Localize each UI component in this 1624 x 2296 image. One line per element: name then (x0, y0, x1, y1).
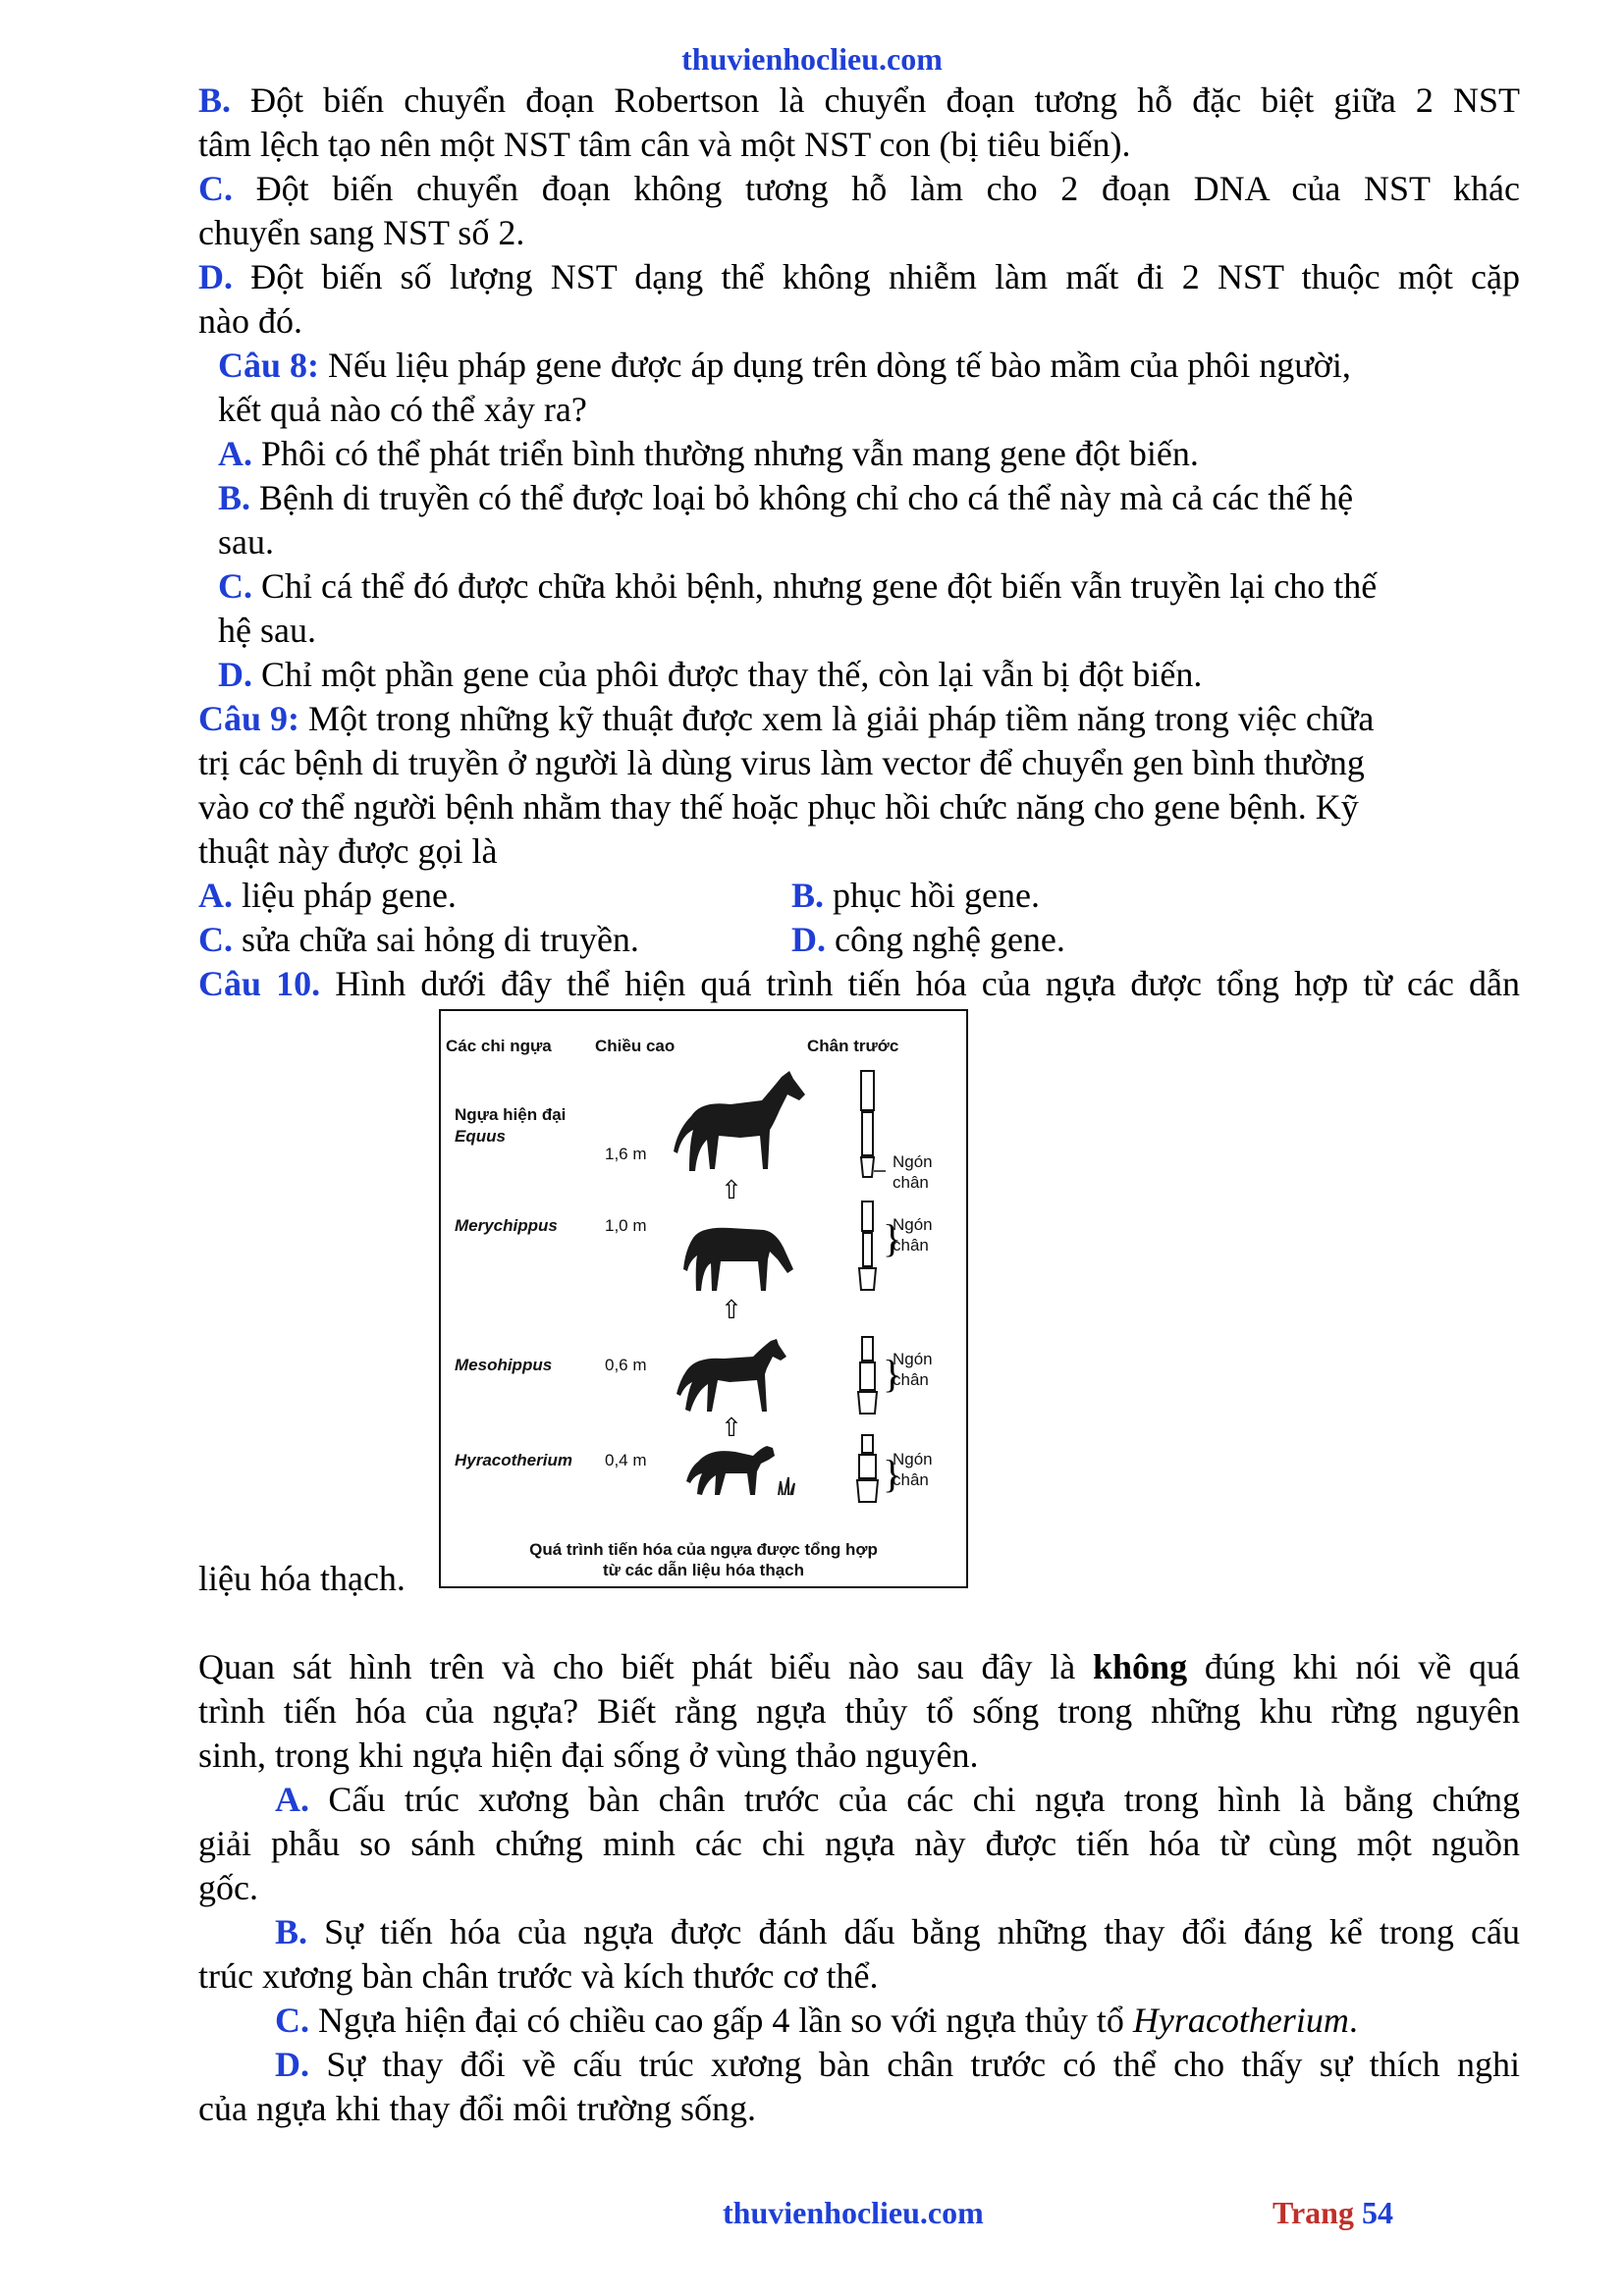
q10-question-line3: sinh, trong khi ngựa hiện đại sống ở vùng thảo nguyên. (198, 1735, 979, 1775)
figure-header-forelimb: Chân trước (807, 1037, 899, 1055)
row-merychippus-name: Merychippus (455, 1216, 558, 1235)
merychippus-toe-brace-icon: } (883, 1216, 902, 1260)
q9-stem-line2: trị các bệnh di truyền ở người là dùng virus làm vector để chuyển gen bình thường (198, 743, 1365, 782)
q10-question-line1: Quan sát hình trên và cho biết phát biểu nào sau đây là không đúng khi nói về quá (198, 1647, 1520, 1686)
hyracotherium-forelimb-icon (848, 1433, 888, 1507)
footer-site[interactable]: thuvienhoclieu.com (723, 2195, 984, 2230)
q8-option-a: A. Phôi có thể phát triển bình thường nhưng vẫn mang gene đột biến. (218, 434, 1199, 473)
row-hyracotherium-height: 0,4 m (605, 1451, 647, 1469)
figure-caption-line1: Quá trình tiến hóa của ngựa được tổng hợp (529, 1540, 878, 1559)
q8-option-b-line2: sau. (218, 522, 274, 561)
row-equus-toe-label-1: Ngón (893, 1152, 933, 1171)
q8-option-c-line1: C. Chỉ cá thể đó được chữa khỏi bệnh, nhưng gene đột biến vẫn truyền lại cho thế (218, 566, 1378, 606)
figure-caption-line2: từ các dẫn liệu hóa thạch (602, 1561, 805, 1579)
q10-stem-line2: liệu hóa thạch. (198, 1559, 406, 1598)
merychippus-horse-icon (681, 1212, 799, 1296)
q8-option-b-line1: B. Bệnh di truyền có thể được loại bỏ không chỉ cho cá thể này mà cả các thế hệ (218, 478, 1354, 517)
q10-stem-line1: Câu 10. Hình dưới đây thể hiện quá trình tiến hóa của ngựa được tổng hợp từ các dẫn (198, 964, 1520, 1003)
row-hyracotherium-name: Hyracotherium (455, 1451, 572, 1469)
q10-option-a-line2: giải phẫu so sánh chứng minh các chi ngựa này được tiến hóa từ cùng một nguồn (198, 1824, 1520, 1863)
q9-stem-line4: thuật này được gọi là (198, 831, 498, 871)
row-hyracotherium-toe-label-1: Ngón (893, 1450, 933, 1468)
q10-option-d-line2: của ngựa khi thay đổi môi trường sống. (198, 2089, 756, 2128)
figure-header-height: Chiều cao (595, 1037, 676, 1055)
merychippus-forelimb-icon (848, 1198, 888, 1296)
hyracotherium-icon (684, 1438, 802, 1502)
prev-option-b-line2: tâm lệch tạo nên một NST tâm cân và một NST con (bị tiêu biến). (198, 125, 1131, 164)
row-equus-name: Ngựa hiện đại (455, 1105, 567, 1124)
q10-question-line2: trình tiến hóa của ngựa? Biết rằng ngựa thủy tổ sống trong những khu rừng nguyên (198, 1691, 1520, 1731)
footer-page-number: Trang 54 (1272, 2195, 1393, 2230)
q10-option-b-line2: trúc xương bàn chân trước và kích thước cơ thể. (198, 1956, 879, 1996)
q8-stem-line2: kết quả nào có thể xảy ra? (218, 390, 587, 429)
mesohippus-horse-icon (675, 1335, 792, 1418)
mesohippus-forelimb-icon (848, 1335, 888, 1418)
row-mesohippus-toe-label-1: Ngón (893, 1350, 933, 1368)
q10-option-c: C. Ngựa hiện đại có chiều cao gấp 4 lần so với ngựa thủy tổ Hyracotherium. (275, 2001, 1358, 2040)
row-equus-genus: Equus (455, 1127, 506, 1146)
q10-option-d-line1: D. Sự thay đổi về cấu trúc xương bàn chân trước có thể cho thấy sự thích nghi (275, 2045, 1521, 2084)
q8-option-d: D. Chỉ một phần gene của phôi được thay thế, còn lại vẫn bị đột biến. (218, 655, 1203, 694)
arrow-up-icon-3: ⇧ (721, 1414, 742, 1443)
equus-horse-icon (672, 1065, 809, 1183)
row-merychippus-height: 1,0 m (605, 1216, 647, 1235)
row-mesohippus-name: Mesohippus (455, 1356, 553, 1374)
horse-evolution-figure (439, 1009, 968, 1588)
mesohippus-toe-brace-icon: } (883, 1352, 902, 1396)
prev-option-b-line1: B. Đột biến chuyển đoạn Robertson là chuyển đoạn tương hỗ đặc biệt giữa 2 NST (198, 80, 1520, 120)
arrow-up-icon-2: ⇧ (721, 1296, 742, 1325)
prev-option-c-line1: C. Đột biến chuyển đoạn không tương hỗ làm cho 2 đoạn DNA của NST khác (198, 169, 1520, 208)
prev-option-d-line1: D. Đột biến số lượng NST dạng thể không nhiễm làm mất đi 2 NST thuộc một cặp (198, 257, 1521, 296)
q9-option-d: D. công nghệ gene. (791, 920, 1065, 959)
row-mesohippus-toe-label-2: chân (893, 1370, 929, 1389)
row-mesohippus-height: 0,6 m (605, 1356, 647, 1374)
hyracotherium-toe-brace-icon: } (883, 1452, 902, 1496)
prev-option-d-line2: nào đó. (198, 301, 302, 341)
figure-header-genera: Các chi ngựa (446, 1037, 552, 1055)
row-hyracotherium-toe-label-2: chân (893, 1470, 929, 1489)
q9-option-b: B. phục hồi gene. (791, 876, 1040, 915)
q8-stem-line1: Câu 8: Nếu liệu pháp gene được áp dụng trên dòng tế bào mầm của phôi người, (218, 346, 1351, 385)
q9-option-a: A. liệu pháp gene. (198, 876, 457, 915)
row-equus-toe-label-2: chân (893, 1173, 929, 1192)
row-merychippus-toe-label-1: Ngón (893, 1215, 933, 1234)
header-site[interactable]: thuvienhoclieu.com (681, 41, 943, 77)
prev-option-c-line2: chuyển sang NST số 2. (198, 213, 525, 252)
equus-forelimb-icon (848, 1065, 888, 1183)
row-equus-height: 1,6 m (605, 1145, 647, 1163)
q9-stem-line1: Câu 9: Một trong những kỹ thuật được xem là giải pháp tiềm năng trong việc chữa (198, 699, 1375, 738)
q10-option-a-line3: gốc. (198, 1868, 258, 1907)
q9-option-c: C. sửa chữa sai hỏng di truyền. (198, 920, 639, 959)
q10-option-b-line1: B. Sự tiến hóa của ngựa được đánh dấu bằng những thay đổi đáng kể trong cấu (275, 1912, 1520, 1951)
q10-option-a-line1: A. Cấu trúc xương bàn chân trước của các chi ngựa trong hình là bằng chứng (275, 1780, 1521, 1819)
q8-option-c-line2: hệ sau. (218, 611, 316, 650)
q9-stem-line3: vào cơ thể người bệnh nhằm thay thế hoặc phục hồi chức năng cho gene bệnh. Kỹ (198, 787, 1359, 827)
row-merychippus-toe-label-2: chân (893, 1236, 929, 1255)
arrow-up-icon-1: ⇧ (721, 1176, 742, 1205)
